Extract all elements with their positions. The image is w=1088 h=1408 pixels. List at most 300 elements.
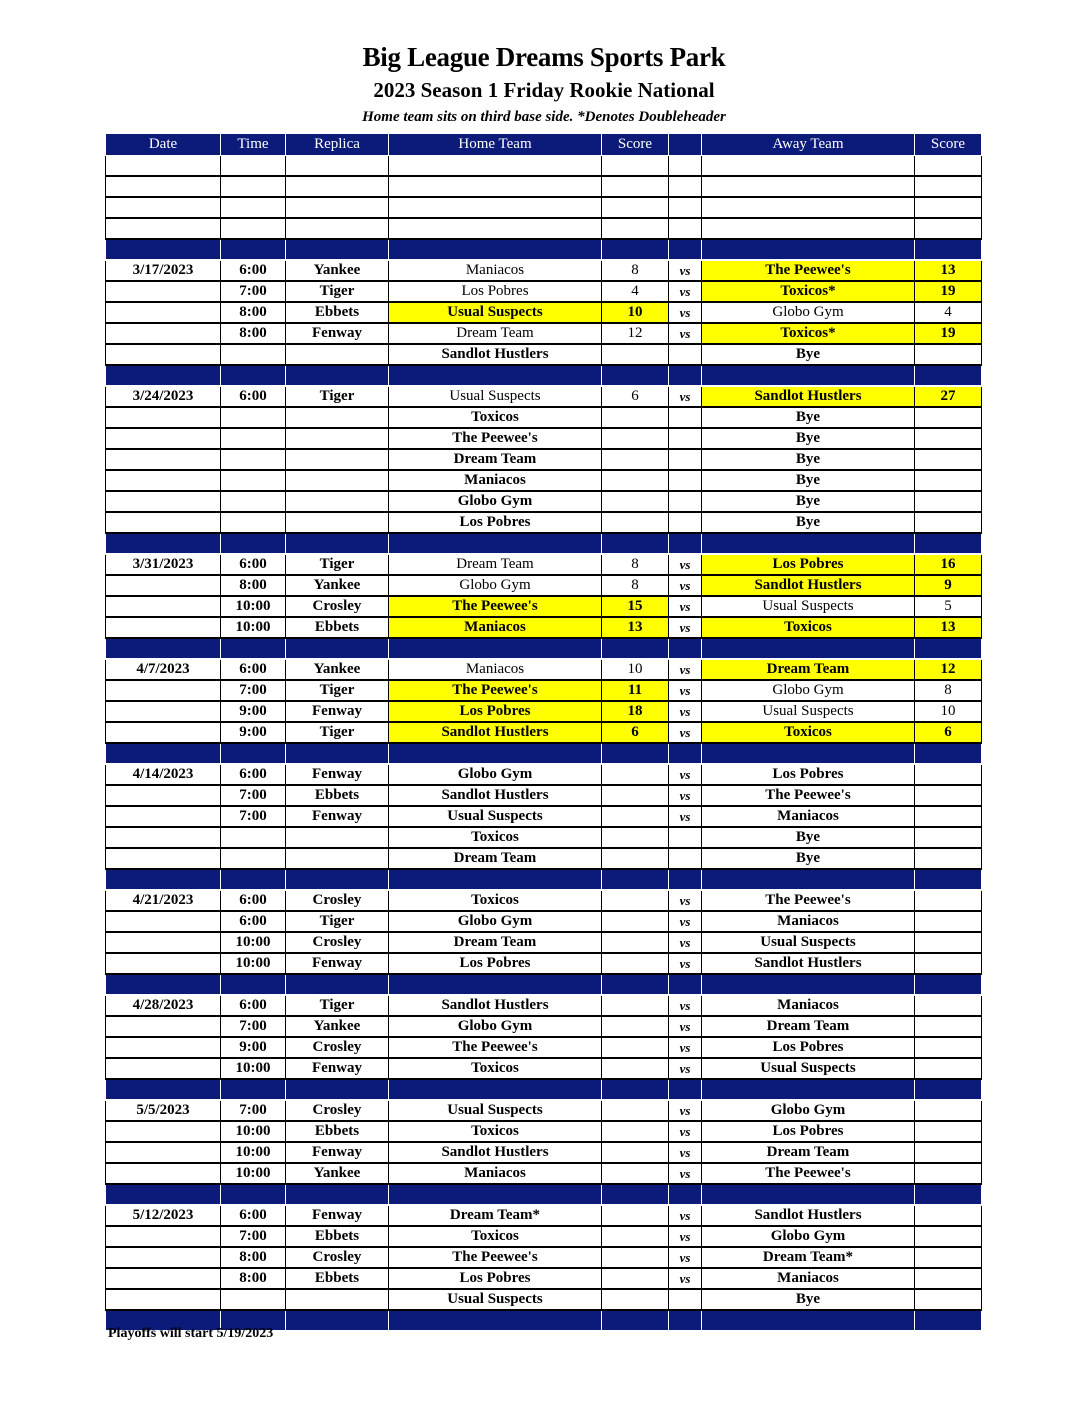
home-team-cell: The Peewee's [389,596,602,617]
time-cell: 6:00 [221,554,286,575]
away-team-cell [702,365,915,386]
home-score-cell [602,638,669,659]
home-score-cell [602,197,669,218]
away-team-cell [702,743,915,764]
away-score-cell [915,1058,982,1079]
vs-cell [669,533,702,554]
home-team-cell: Dream Team [389,449,602,470]
home-team-cell: The Peewee's [389,1037,602,1058]
home-team-cell [389,218,602,239]
table-row [106,848,982,869]
home-team-cell: Maniacos [389,659,602,680]
vs-cell [669,156,702,177]
away-score-cell [915,1289,982,1310]
table-row [106,953,982,974]
replica-cell: Tiger [286,722,389,743]
time-cell: 7:00 [221,281,286,302]
away-team-cell: Maniacos [702,1268,915,1289]
away-team-cell: Maniacos [702,995,915,1016]
away-score-cell [915,1247,982,1268]
away-team-cell [702,638,915,659]
home-score-cell [602,365,669,386]
date-cell [106,1058,221,1079]
away-team-cell: Usual Suspects [702,701,915,722]
table-row [106,407,982,428]
vs-cell: vs [669,1268,702,1289]
replica-cell [286,449,389,470]
table-row [106,1163,982,1184]
date-cell [106,344,221,365]
vs-cell [669,1184,702,1205]
table-row [106,575,982,596]
vs-cell: vs [669,911,702,932]
home-team-cell: Toxicos [389,1058,602,1079]
time-cell: 10:00 [221,596,286,617]
away-score-cell: 27 [915,386,982,407]
home-team-cell: Dream Team [389,932,602,953]
away-score-cell: 9 [915,575,982,596]
away-score-cell [915,176,982,197]
home-team-cell [389,743,602,764]
away-team-cell [702,533,915,554]
replica-cell [286,407,389,428]
home-score-cell [602,995,669,1016]
vs-cell [669,848,702,869]
table-row [106,281,982,302]
vs-cell: vs [669,680,702,701]
away-score-cell [915,806,982,827]
home-score-cell [602,911,669,932]
away-team-cell [702,1079,915,1100]
away-score-cell [915,1121,982,1142]
week-separator-row [106,869,982,890]
home-team-cell [389,638,602,659]
table-row [106,1037,982,1058]
time-cell: 10:00 [221,932,286,953]
col-header-away-team: Away Team [702,134,915,156]
vs-cell [669,344,702,365]
replica-cell [286,344,389,365]
away-score-cell [915,407,982,428]
away-score-cell: 19 [915,323,982,344]
date-cell [106,743,221,764]
away-score-cell [915,156,982,177]
home-score-cell [602,890,669,911]
table-row [106,1100,982,1121]
vs-cell: vs [669,617,702,638]
away-team-cell: Bye [702,344,915,365]
home-score-cell: 18 [602,701,669,722]
vs-cell [669,743,702,764]
away-score-cell: 19 [915,281,982,302]
away-score-cell [915,218,982,239]
away-score-cell [915,197,982,218]
away-score-cell: 5 [915,596,982,617]
away-team-cell: Globo Gym [702,1226,915,1247]
time-cell: 6:00 [221,995,286,1016]
away-score-cell [915,428,982,449]
week-separator-row [106,1184,982,1205]
time-cell [221,848,286,869]
away-score-cell [915,974,982,995]
vs-cell: vs [669,386,702,407]
home-score-cell [602,512,669,533]
replica-cell [286,974,389,995]
vs-cell: vs [669,890,702,911]
replica-cell [286,512,389,533]
away-score-cell [915,638,982,659]
vs-cell: vs [669,1058,702,1079]
home-team-cell: Globo Gym [389,575,602,596]
home-score-cell: 8 [602,554,669,575]
date-cell [106,533,221,554]
home-score-cell [602,449,669,470]
away-score-cell [915,911,982,932]
time-cell [221,470,286,491]
home-team-cell: Usual Suspects [389,1100,602,1121]
replica-cell: Ebbets [286,302,389,323]
home-score-cell [602,1142,669,1163]
date-cell [106,1079,221,1100]
away-team-cell [702,869,915,890]
home-team-cell: Dream Team [389,323,602,344]
time-cell [221,176,286,197]
away-score-cell [915,890,982,911]
home-team-cell: Los Pobres [389,512,602,533]
vs-cell: vs [669,302,702,323]
date-cell [106,176,221,197]
vs-cell: vs [669,1226,702,1247]
away-team-cell: The Peewee's [702,890,915,911]
time-cell: 6:00 [221,260,286,281]
away-score-cell [915,1037,982,1058]
vs-cell: vs [669,932,702,953]
vs-cell: vs [669,1205,702,1226]
home-team-cell: Usual Suspects [389,806,602,827]
away-team-cell: Usual Suspects [702,1058,915,1079]
home-team-cell: The Peewee's [389,1247,602,1268]
home-score-cell [602,1205,669,1226]
time-cell: 6:00 [221,911,286,932]
date-cell [106,806,221,827]
replica-cell: Fenway [286,764,389,785]
replica-cell [286,848,389,869]
home-team-cell: Los Pobres [389,953,602,974]
date-cell [106,491,221,512]
replica-cell: Crosley [286,890,389,911]
col-header-time: Time [221,134,286,156]
replica-cell: Crosley [286,1247,389,1268]
date-cell [106,722,221,743]
date-cell [106,512,221,533]
time-cell: 6:00 [221,890,286,911]
table-row [106,1121,982,1142]
home-score-cell: 8 [602,260,669,281]
time-cell [221,743,286,764]
home-team-cell: Maniacos [389,617,602,638]
home-team-cell: Usual Suspects [389,302,602,323]
table-row [106,323,982,344]
home-score-cell [602,869,669,890]
home-score-cell [602,806,669,827]
replica-cell [286,491,389,512]
vs-cell: vs [669,953,702,974]
away-score-cell [915,1205,982,1226]
table-row [106,1226,982,1247]
away-team-cell [702,176,915,197]
home-team-cell: Sandlot Hustlers [389,785,602,806]
date-cell [106,680,221,701]
date-cell [106,1184,221,1205]
vs-cell [669,449,702,470]
time-cell: 8:00 [221,1268,286,1289]
table-row [106,470,982,491]
away-team-cell: Maniacos [702,806,915,827]
vs-cell [669,1289,702,1310]
replica-cell [286,1289,389,1310]
replica-cell: Ebbets [286,1268,389,1289]
home-team-cell: Dream Team [389,554,602,575]
time-cell [221,197,286,218]
home-score-cell: 8 [602,575,669,596]
schedule-note: Home team sits on third base side. *Denotes Doubleheader [362,109,726,125]
vs-cell [669,470,702,491]
date-cell: 4/28/2023 [106,995,221,1016]
home-score-cell [602,1016,669,1037]
col-header-vs [669,134,702,156]
away-team-cell [702,1184,915,1205]
replica-cell: Tiger [286,554,389,575]
home-team-cell: Maniacos [389,470,602,491]
date-cell [106,596,221,617]
away-team-cell: Bye [702,428,915,449]
home-score-cell: 10 [602,302,669,323]
replica-cell [286,176,389,197]
date-cell [106,1016,221,1037]
home-team-cell [389,869,602,890]
away-team-cell: Sandlot Hustlers [702,575,915,596]
time-cell: 6:00 [221,386,286,407]
away-team-cell [702,218,915,239]
home-score-cell [602,1184,669,1205]
table-row [106,722,982,743]
home-score-cell [602,1268,669,1289]
date-cell [106,470,221,491]
away-score-cell [915,743,982,764]
vs-cell [669,218,702,239]
time-cell [221,869,286,890]
away-team-cell: Bye [702,827,915,848]
replica-cell: Ebbets [286,617,389,638]
home-score-cell [602,428,669,449]
date-cell [106,1142,221,1163]
time-cell: 6:00 [221,1205,286,1226]
vs-cell [669,638,702,659]
away-score-cell [915,848,982,869]
date-cell [106,239,221,260]
date-cell [106,1289,221,1310]
time-cell: 10:00 [221,1121,286,1142]
date-cell [106,156,221,177]
replica-cell: Yankee [286,575,389,596]
table-row [106,386,982,407]
replica-cell: Yankee [286,1163,389,1184]
date-cell: 5/5/2023 [106,1100,221,1121]
replica-cell [286,197,389,218]
away-team-cell: Bye [702,470,915,491]
home-score-cell: 10 [602,659,669,680]
table-row [106,911,982,932]
table-row [106,491,982,512]
table-row [106,1289,982,1310]
home-score-cell [602,1037,669,1058]
vs-cell: vs [669,806,702,827]
table-row [106,659,982,680]
table-row [106,932,982,953]
time-cell: 6:00 [221,659,286,680]
time-cell [221,428,286,449]
time-cell: 7:00 [221,1100,286,1121]
home-team-cell: Los Pobres [389,1268,602,1289]
date-cell [106,197,221,218]
week-separator-row [106,638,982,659]
date-cell [106,1121,221,1142]
vs-cell: vs [669,1163,702,1184]
table-row [106,785,982,806]
time-cell: 8:00 [221,302,286,323]
away-score-cell [915,827,982,848]
time-cell [221,974,286,995]
replica-cell: Fenway [286,701,389,722]
replica-cell [286,428,389,449]
week-separator-row [106,365,982,386]
time-cell: 8:00 [221,1247,286,1268]
date-cell [106,302,221,323]
home-score-cell [602,827,669,848]
date-cell [106,575,221,596]
table-row [106,1016,982,1037]
time-cell [221,1289,286,1310]
time-cell [221,365,286,386]
away-score-cell: 10 [915,701,982,722]
away-team-cell: Bye [702,848,915,869]
vs-cell: vs [669,554,702,575]
home-score-cell [602,764,669,785]
vs-cell: vs [669,701,702,722]
away-score-cell [915,470,982,491]
date-cell [106,428,221,449]
time-cell [221,491,286,512]
date-cell [106,785,221,806]
date-cell [106,1163,221,1184]
date-cell [106,323,221,344]
replica-cell: Yankee [286,659,389,680]
replica-cell [286,156,389,177]
time-cell: 10:00 [221,953,286,974]
away-score-cell [915,1163,982,1184]
replica-cell: Yankee [286,1016,389,1037]
table-row [106,827,982,848]
table-row [106,680,982,701]
table-row [106,617,982,638]
away-score-cell [915,1268,982,1289]
home-team-cell: Toxicos [389,1121,602,1142]
page-title: Big League Dreams Sports Park [362,42,726,72]
date-cell: 3/17/2023 [106,260,221,281]
time-cell [221,218,286,239]
date-cell [106,932,221,953]
vs-cell [669,1079,702,1100]
vs-cell: vs [669,1016,702,1037]
time-cell: 8:00 [221,575,286,596]
home-team-cell: Globo Gym [389,1016,602,1037]
vs-cell [669,176,702,197]
home-score-cell [602,1247,669,1268]
home-score-cell [602,1226,669,1247]
table-row [106,995,982,1016]
vs-cell [669,869,702,890]
home-score-cell: 11 [602,680,669,701]
col-header-away-score: Score [915,134,982,156]
time-cell [221,344,286,365]
replica-cell: Tiger [286,680,389,701]
away-team-cell: Maniacos [702,911,915,932]
page-subtitle: 2023 Season 1 Friday Rookie National [373,78,715,102]
date-cell [106,1247,221,1268]
time-cell [221,407,286,428]
away-team-cell: Toxicos* [702,323,915,344]
home-score-cell: 12 [602,323,669,344]
away-score-cell [915,785,982,806]
home-team-cell: Dream Team* [389,1205,602,1226]
replica-cell [286,365,389,386]
away-score-cell: 12 [915,659,982,680]
home-score-cell [602,239,669,260]
col-header-home-score: Score [602,134,669,156]
vs-cell: vs [669,764,702,785]
home-score-cell [602,218,669,239]
home-team-cell: Sandlot Hustlers [389,995,602,1016]
away-score-cell [915,365,982,386]
date-cell [106,848,221,869]
away-team-cell: Dream Team* [702,1247,915,1268]
replica-cell [286,470,389,491]
table-row [106,890,982,911]
home-team-cell [389,533,602,554]
home-score-cell: 6 [602,386,669,407]
home-team-cell [389,1184,602,1205]
away-team-cell [702,197,915,218]
empty-row [106,197,982,218]
schedule-body [106,156,982,1332]
vs-cell [669,512,702,533]
home-score-cell [602,974,669,995]
replica-cell [286,1184,389,1205]
replica-cell [286,1310,389,1331]
away-score-cell: 13 [915,260,982,281]
vs-cell: vs [669,1121,702,1142]
away-score-cell [915,512,982,533]
away-score-cell [915,1100,982,1121]
away-team-cell: Usual Suspects [702,596,915,617]
replica-cell: Ebbets [286,785,389,806]
away-score-cell [915,764,982,785]
date-cell: 4/7/2023 [106,659,221,680]
away-score-cell: 4 [915,302,982,323]
vs-cell: vs [669,1100,702,1121]
home-team-cell: Usual Suspects [389,386,602,407]
away-team-cell: Bye [702,449,915,470]
